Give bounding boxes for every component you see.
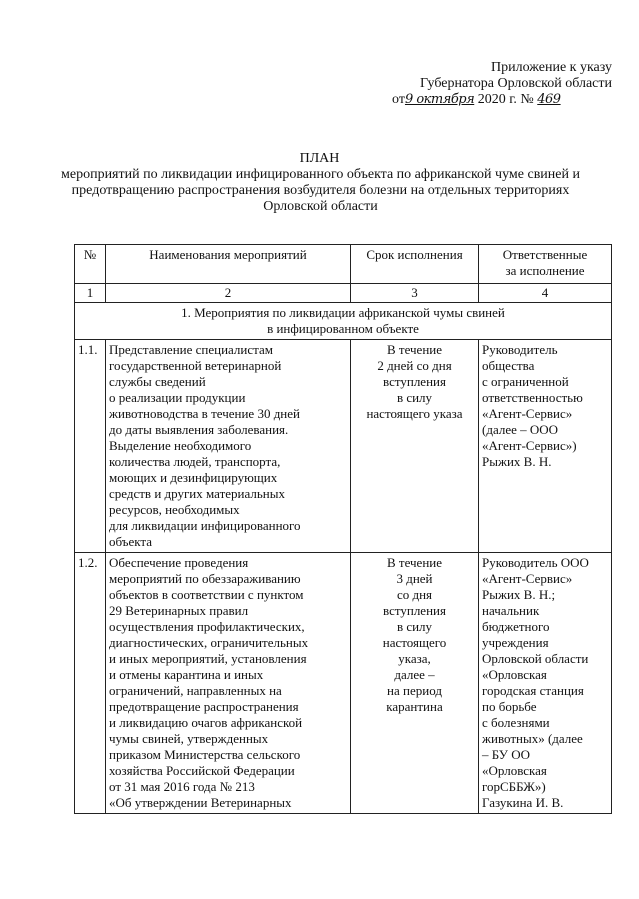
column-number-row <box>75 284 612 303</box>
row-action: Обеспечение проведения мероприятий по обеззараживанию объектов в соответствии с пунктом 29 Ветеринарных правил осуществления профилактических, диагностических, ограничительных и иных мероприятий, установления и отмены карантина и иных ограничений, направленных на предотвращение распространения и ликвидацию очагов африканской чумы свиней, утвержденных приказом Министерства сельского хозяйства Российской Федерации от 31 мая 2016 года № 213 «Об утверждении Ветеринарных <box>106 553 351 814</box>
column-number: 1 <box>75 284 106 303</box>
header-num: № <box>75 245 106 284</box>
row-responsible: Руководитель общества с ограниченной ответственностью «Агент-Сервис» (далее – ООО «Агент-Сервис») Рыжих В. Н. <box>479 340 612 553</box>
date-suffix: 2020 г. № <box>477 92 534 107</box>
appendix-header <box>382 60 612 108</box>
appendix-line-1: Приложение к указу <box>491 60 612 75</box>
row-number: 1.2. <box>75 553 106 814</box>
plan-title: ПЛАН <box>299 151 340 166</box>
table-row <box>75 340 612 553</box>
plan-table <box>74 244 612 814</box>
section-title: 1. Мероприятия по ликвидации африканской чумы свиней в инфицированном объекте <box>75 303 612 340</box>
row-responsible: Руководитель ООО «Агент-Сервис» Рыжих В. Н.; начальник бюджетного учреждения Орловской области «Орловская городская станция по борьбе с болезнями животных» (далее – БУ ОО «Орловская горСББЖ») Газукина И. В. <box>479 553 612 814</box>
row-term: В течение 2 дней со дня вступления в силу настоящего указа <box>351 340 479 553</box>
appendix-date-line <box>382 92 612 108</box>
date-prefix: от <box>392 92 405 107</box>
handwritten-number: 469 <box>537 92 561 107</box>
column-number: 2 <box>106 284 351 303</box>
column-number: 3 <box>351 284 479 303</box>
handwritten-date: 9 октября <box>404 92 475 107</box>
section-row <box>75 303 612 340</box>
row-action: Представление специалистам государственной ветеринарной службы сведений о реализации продукции животноводства в течение 30 дней до даты выявления заболевания. Выделение необходимого количества людей, транспорта, моющих и дезинфицирующих средств и других материальных ресурсов, необходимых для ликвидации инфицированного объекта <box>106 340 351 553</box>
table-header-row <box>75 245 612 284</box>
header-term: Срок исполнения <box>351 245 479 284</box>
plan-subtitle: мероприятий по ликвидации инфицированного объекта по африканской чуме свиней и предотвращению распространения возбудителя болезни на отдельных территориях Орловской области <box>61 167 580 214</box>
header-action: Наименования мероприятий <box>106 245 351 284</box>
appendix-line-2: Губернатора Орловской области <box>419 76 612 91</box>
header-responsible: Ответственные за исполнение <box>479 245 612 284</box>
row-number: 1.1. <box>75 340 106 553</box>
column-number: 4 <box>479 284 612 303</box>
table-row <box>75 553 612 814</box>
row-term: В течение 3 дней со дня вступления в силу настоящего указа, далее – на период карантина <box>351 553 479 814</box>
